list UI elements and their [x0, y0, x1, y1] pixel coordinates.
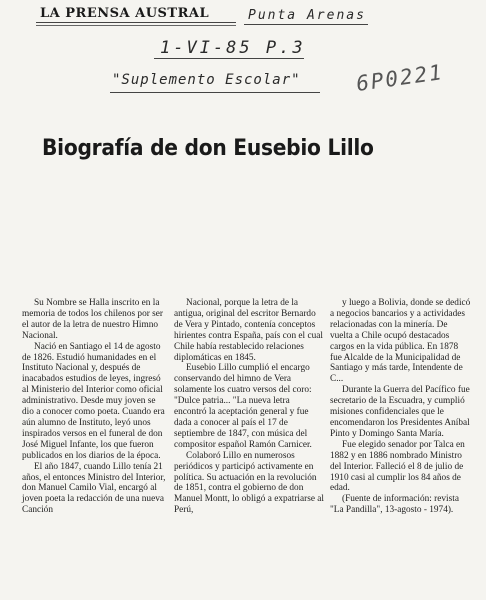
paragraph: Nacional, porque la letra de la antigua, original del escritor Bernardo de Vera y Pintado, contenía conceptos hirientes contra España, país con el cual Chile había restablecido relaciones diplomáticas en 1845. — [174, 298, 323, 363]
masthead-rule-secondary — [36, 25, 236, 26]
article-column-1 — [22, 298, 168, 516]
paragraph: Durante la Guerra del Pacífico fue secretario de la Escuadra, y cumplió misiones confidenciales que le encomendaron los Presidentes Aníbal Pinto y Domingo Santa María. — [330, 385, 470, 439]
article-title: Biografía de don Eusebio Lillo — [42, 136, 374, 161]
paragraph: (Fuente de información: revista "La Pandilla", 13-agosto - 1974). — [330, 494, 459, 516]
masthead-rule — [36, 22, 236, 23]
paragraph: Colaboró Lillo en numerosos periódicos y participó activamente en política. Su actuación en la revolución de 1851, contra el gobierno de don Manuel Montt, lo obligó a expatriarse al Perú, — [174, 450, 325, 516]
handwritten-supplement: "Suplemento Escolar" — [112, 72, 301, 88]
paragraph: y luego a Bolivia, donde se dedicó a negocios bancarios y a actividades relacionadas con la minería. De vuelta a Chile ocupó destacados cargos en la vida pública. En 1878 fue Alcalde de la Municipalidad de Santiago y más tarde, Intendente de C... — [330, 298, 471, 385]
paragraph: El año 1847, cuando Lillo tenía 21 años, el entonces Ministro del Interior, don Manuel Camilo Vial, encargó al joven poeta la redacción de una nueva Canción — [22, 461, 166, 516]
article-column-3 — [330, 298, 472, 516]
supplement-underline — [110, 92, 320, 93]
article-body — [22, 298, 470, 594]
handwritten-archive-code: 6P0221 — [354, 60, 446, 96]
paragraph: Eusebio Lillo cumplió el encargo conservando del himno de Vera solamente los cuatro versos del coro: "Dulce patria... "La nueva letra encontró la aceptación general y fue dada a conocer al país el 17 de septiembre de 1847, con música del compositor español Ramón Carnicer. — [174, 363, 312, 450]
city-underline — [244, 24, 368, 25]
paragraph: Fue elegido senador por Talca en 1882 y en 1886 nombrado Ministro del Interior. Falleció el 8 de julio de 1910 casi al cumplir los 84 años de edad. — [330, 439, 465, 494]
handwritten-date-page: 1-VI-85 P.3 — [160, 38, 306, 58]
handwritten-city: Punta Arenas — [248, 8, 366, 23]
paragraph: Su Nombre se Halla inscrito en la memoria de todos los chilenos por ser el autor de la letra de nuestro Himno Nacional. — [22, 298, 163, 341]
article-column-2 — [174, 298, 324, 516]
date-underline — [154, 58, 304, 59]
newspaper-name: LA PRENSA AUSTRAL — [40, 6, 210, 21]
masthead — [18, 4, 474, 26]
paragraph: Nació en Santiago el 14 de agosto de 1826. Estudió humanidades en el Instituto Nacional y, después de inacabados estudios de leyes, ingresó al Ministerio del Interior como oficial administrativo. Desde muy joven se dio a conocer como poeta. Cuando era aún alumno de Instituto, leyó unos inspirados versos en el funeral de don José Miguel Infante, los que fueron publicados en los diarios de la época. — [22, 341, 165, 461]
